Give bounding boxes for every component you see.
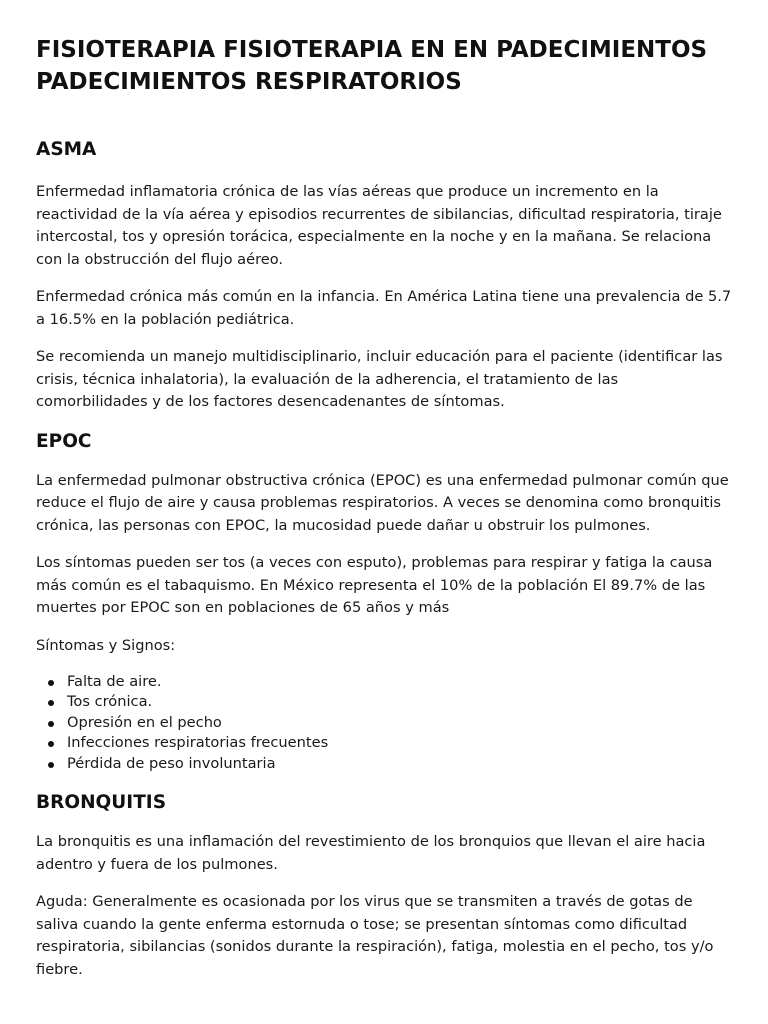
list-item-text: Infecciones respiratorias frecuentes xyxy=(67,734,329,752)
bullet-icon xyxy=(48,762,54,768)
list-item-text: Tos crónica. xyxy=(67,693,153,711)
paragraph: Enfermedad inflamatoria crónica de las vías aéreas que produce un incremento en la reactividad de la vía aérea y episodios recurrentes de sibilancias, dificultad respiratoria, tiraje intercostal, tos y opresión torácica, especialmente en la noche y en la mañana. Se relaciona con la obstrucción del flujo aéreo. xyxy=(36,183,722,268)
list-item-text: Opresión en el pecho xyxy=(67,713,222,731)
bullet-icon xyxy=(48,700,54,706)
section-bronquitis xyxy=(36,790,732,981)
section-heading-epoc: EPOC xyxy=(36,430,92,452)
paragraph: Enfermedad crónica más común en la infancia. En América Latina tiene una prevalencia de 5.7 a 16.5% en la población pediátrica. xyxy=(36,288,732,328)
bullet-icon xyxy=(48,741,54,747)
paragraph: Se recomienda un manejo multidisciplinario, incluir educación para el paciente (identificar las crisis, técnica inhalatoria), la evaluación de la adherencia, el tratamiento de las comorbilidades y de los factores desencadenantes de síntomas. xyxy=(36,348,723,410)
section-asma xyxy=(36,137,732,414)
document-title: FISIOTERAPIA FISIOTERAPIA EN EN PADECIMIENTOS PADECIMIENTOS RESPIRATORIOS xyxy=(36,37,708,95)
bullet-icon xyxy=(48,721,54,727)
list-item xyxy=(36,754,732,774)
section-heading-bronquitis: BRONQUITIS xyxy=(36,792,167,814)
paragraph: Aguda: Generalmente es ocasionada por los virus que se transmiten a través de gotas de saliva cuando la gente enferma estornuda o tose; se presentan síntomas como dificultad respiratoria, sibilancias (sonidos durante la respiración), fatiga, molestia en el pecho, tos y/o fiebre. xyxy=(36,893,714,978)
list-item-text: Falta de aire. xyxy=(67,673,162,690)
symptoms-list xyxy=(36,672,732,774)
list-item xyxy=(36,733,732,753)
list-item xyxy=(36,692,732,712)
section-epoc xyxy=(36,429,732,775)
paragraph: La bronquitis es una inflamación del revestimiento de los bronquios que llevan el aire hacia adentro y fuera de los pulmones. xyxy=(36,833,706,873)
list-item xyxy=(36,672,732,692)
paragraph: La enfermedad pulmonar obstructiva crónica (EPOC) es una enfermedad pulmonar común que reduce el flujo de aire y causa problemas respiratorios. A veces se denomina como bronquitis crónica, las personas con EPOC, la mucosidad puede dañar u obstruir los pulmones. xyxy=(36,471,729,534)
list-item-text: Pérdida de peso involuntaria xyxy=(67,754,276,772)
paragraph: Los síntomas pueden ser tos (a veces con esputo), problemas para respirar y fatiga la causa más común es el tabaquismo. En México representa el 10% de la población El 89.7% de las muertes por EPOC son en poblaciones de 65 años y más xyxy=(36,554,713,616)
section-heading-asma: ASMA xyxy=(36,139,97,160)
list-item xyxy=(36,713,732,733)
symptoms-label: Síntomas y Signos: xyxy=(36,636,176,654)
bullet-icon xyxy=(48,680,54,686)
